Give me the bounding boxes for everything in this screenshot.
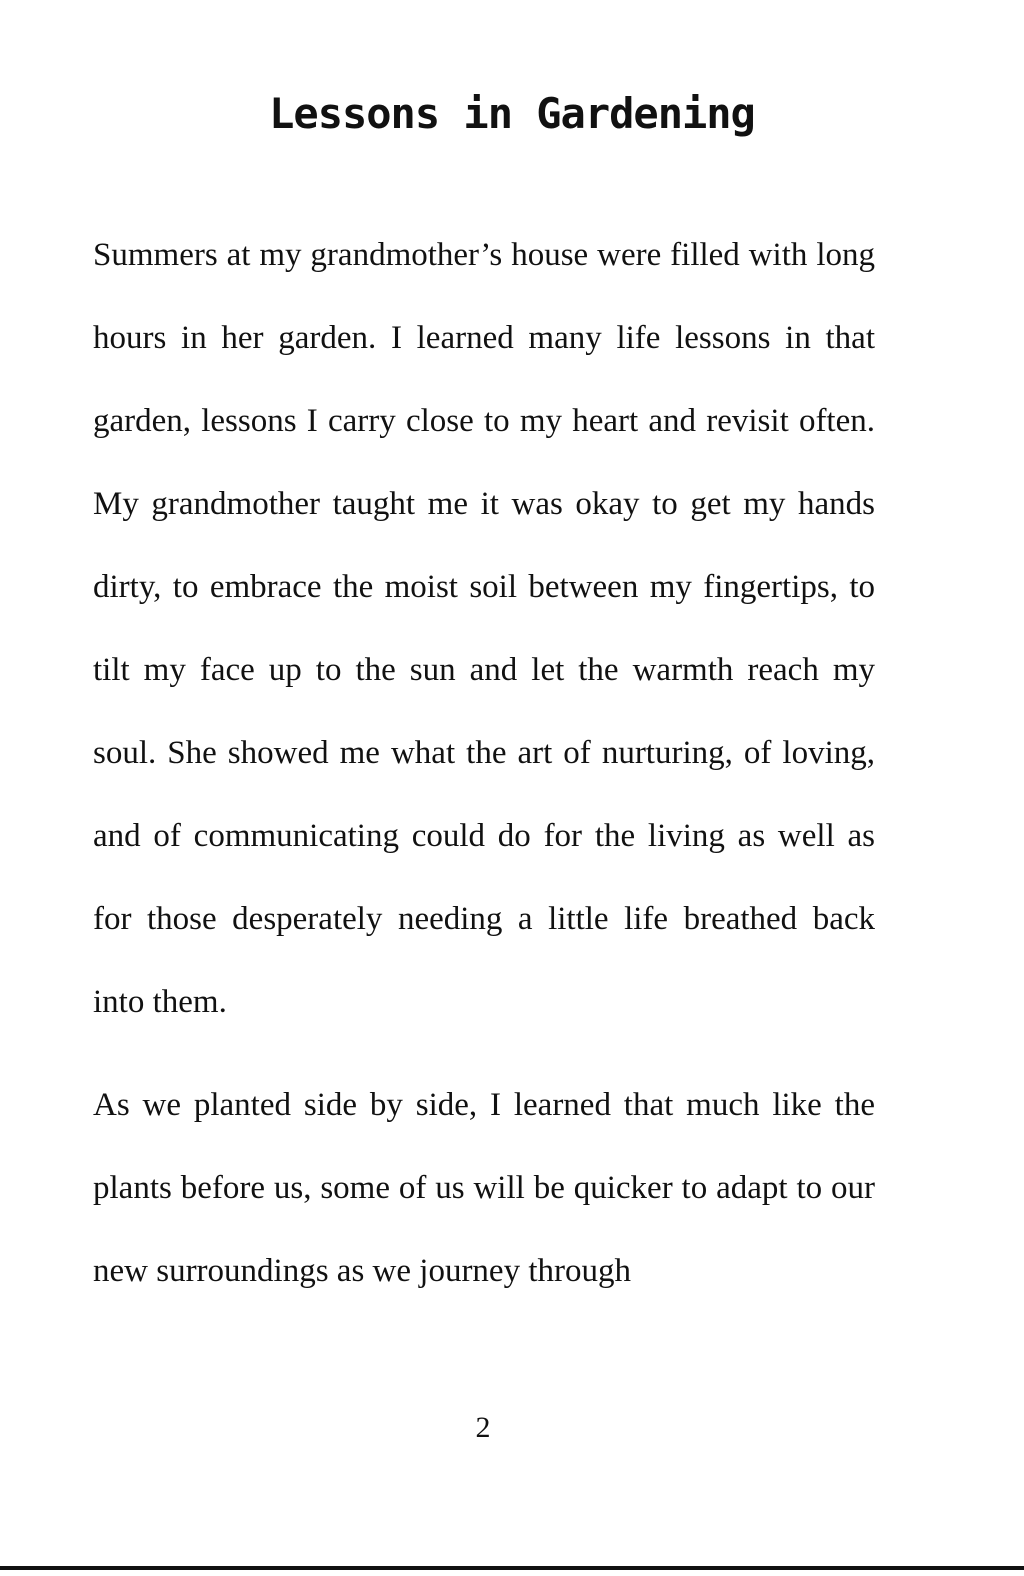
paragraph-1: Summers at my grandmother’s house were filled with long hours in her garden. I learned many life lessons in that garden, lessons I carry close to my heart and revisit often. My grandmother taught me it was okay to get my hands dirty, to embrace the moist soil between my fingertips, to tilt my face up to the sun and let the warmth reach my soul. She showed me what the art of nurturing, of loving, and of communicating could do for the living as well as for those desperately needing a little life breathed back into them. [93, 237, 875, 1020]
page-number: 2 [475, 1411, 491, 1444]
paragraph-2: As we planted side by side, I learned that much like the plants before us, some of us will be quicker to adapt to our new surroundings as we journey through [93, 1087, 875, 1289]
chapter-title: Lessons in Gardening [269, 89, 755, 138]
body-text [93, 214, 875, 1313]
bottom-border [0, 1566, 1024, 1570]
